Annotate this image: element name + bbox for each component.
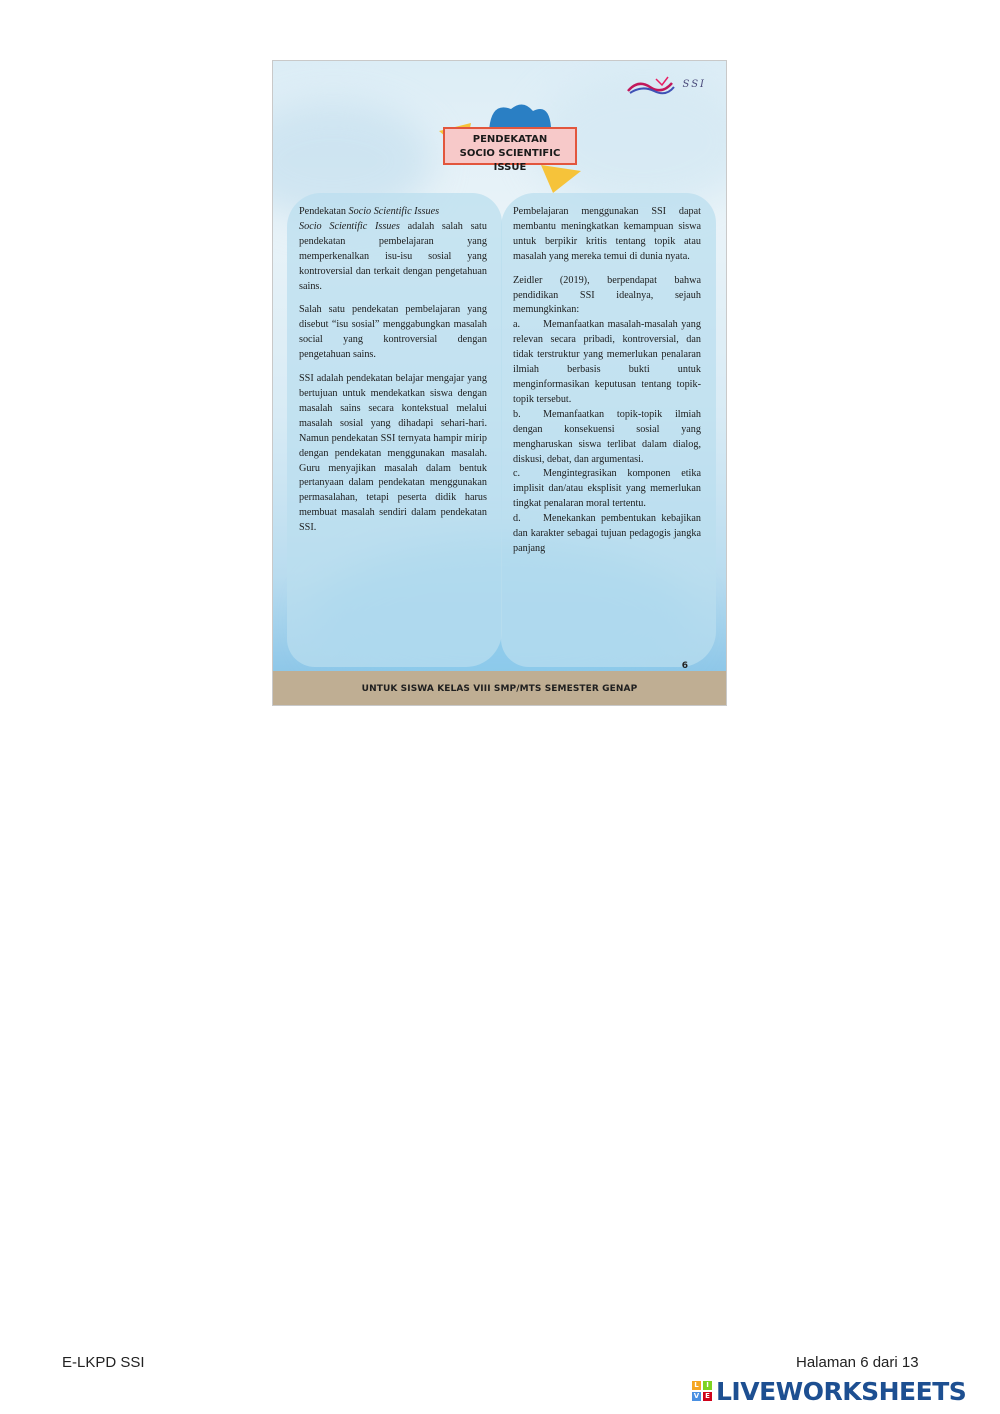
list-item (513, 512, 701, 557)
paragraph: Salah satu pendekatan pembelajaran yang disebut “isu sosial” menggabungkan masalah social yang kontroversial dengan pengetahuan sains. (299, 304, 487, 361)
ssi-logo (626, 73, 708, 99)
page-counter: Halaman 6 dari 13 (796, 1354, 919, 1371)
italic-term: Socio Scientific Issues (299, 220, 400, 232)
list-text: Mengintegrasikan komponen etika implisit dan/atau eksplisit yang memerlukan tingkat penalaran moral tertentu. (513, 468, 701, 510)
worksheet-page (272, 60, 727, 706)
brand-tile: I (703, 1381, 712, 1390)
italic-term: Socio Scientific Issues (348, 206, 440, 217)
paragraph (299, 205, 487, 294)
section-title (431, 97, 591, 207)
right-column (513, 205, 701, 557)
brand-tiles (692, 1381, 712, 1401)
paragraph: SSI adalah pendekatan belajar mengajar yang bertujuan untuk mendekatkan siswa dengan masalah sains secara kontekstual melalui masalah sosial yang dihadapi sehari-hari. Namun pendekatan SSI ternyata hampir mirip dengan pendekatan menggunakan masalah. Guru menyajikan masalah dalam bentuk pertanyaan dalam pendekatan menggunakan permasalahan, tetapi peserta didik harus membuat masalah sendiri dalam pendekatan SSI. (299, 373, 487, 534)
list-text: Memanfaatkan masalah-masalah yang relevan secara pribadi, kontroversial, dan tidak terstruktur yang memerlukan penalaran ilmiah berbasis bukti untuk menginformasikan keputusan tentang topik-topik tersebut. (513, 319, 701, 405)
title-line-1: PENDEKATAN (472, 134, 548, 145)
list-item (513, 408, 701, 468)
logo-text: SSI (682, 79, 706, 90)
list-text: Memanfaatkan topik-topik ilmiah dengan konsekuensi sosial yang mengharuskan siswa terlibat dalam dialog, diskusi, debat, dan argumentasi. (513, 408, 701, 465)
brand-tile: L (692, 1381, 701, 1390)
paragraph: Zeidler (2019), berpendapat bahwa pendidikan SSI idealnya, sejauh memungkinkan: (513, 274, 701, 316)
list-item (513, 467, 701, 512)
footer-band: UNTUK SISWA KELAS VIII SMP/MTS SEMESTER GENAP (273, 671, 726, 705)
list-marker: b. (513, 408, 521, 420)
brand-text: LIVEWORKSHEETS (716, 1376, 967, 1406)
title-box (443, 127, 577, 173)
paragraph: Pembelajaran menggunakan SSI dapat membantu meningkatkan kemampuan siswa untuk berpikir kritis tentang topik atau masalah yang mereka temui di dunia nyata. (513, 206, 701, 262)
title-line-2: SOCIO SCIENTIFIC ISSUE (459, 148, 561, 173)
page-number: 6 (681, 661, 688, 671)
list-item (513, 318, 701, 407)
list-marker: c. (513, 468, 521, 480)
brand-tile: V (693, 1392, 700, 1400)
document-title: E-LKPD SSI (62, 1354, 145, 1371)
brand-tile: E (703, 1392, 712, 1401)
left-column (299, 205, 487, 545)
liveworksheets-logo[interactable] (692, 1376, 966, 1406)
text: adalah salah satu pendekatan pembelajaran yang memperkenalkan isu-isu sosial yang kontroversial dan terkait dengan pengetahuan sains. (299, 220, 487, 292)
list-text: Menekankan pembentukan kebajikan dan karakter sebagai tujuan pedagogis jangka panjang (513, 513, 701, 554)
list-marker: d. (513, 513, 521, 525)
list-marker: a. (513, 319, 521, 331)
text: Pendekatan (299, 206, 349, 217)
